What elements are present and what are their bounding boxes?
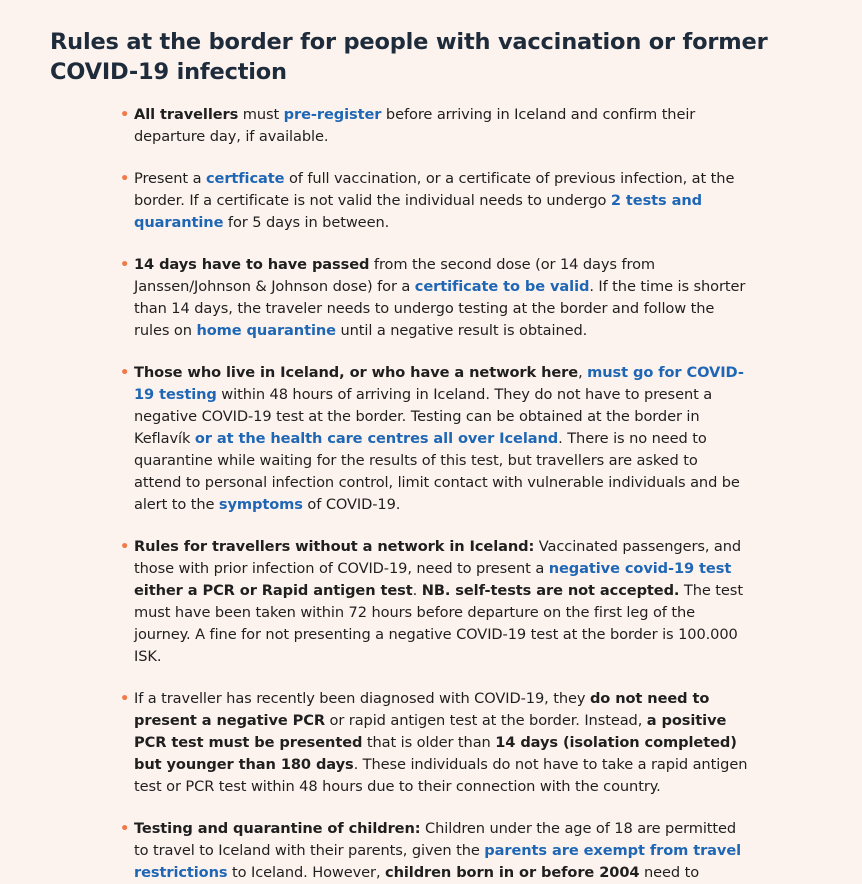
bullet-icon: • xyxy=(120,690,130,707)
rule-bold-text: a positive PCR test must be presented xyxy=(134,712,727,751)
rule-residents xyxy=(120,362,748,516)
rule-text: for 5 days in between. xyxy=(223,214,390,231)
rule-bold-text: 14 days have to have passed xyxy=(134,256,370,273)
rule-children xyxy=(120,818,748,884)
rule-text: of COVID-19. xyxy=(302,496,401,513)
rules-list xyxy=(120,104,748,884)
rule-text: If a traveller has recently been diagnosed with COVID-19, they xyxy=(134,690,590,707)
rule-text: need to xyxy=(639,864,700,881)
rule-bold-text: Rules for travellers without a network in Iceland: xyxy=(134,538,535,555)
rule-text: . If the time is shorter than 14 days, the traveler needs to undergo testing at the border and follow the rules on xyxy=(134,278,746,339)
rule-text: of full vaccination, or a certificate of previous infection, at the border. If a certificate is not valid the individual needs to undergo xyxy=(134,170,735,209)
page-title: Rules at the border for people with vaccination or former COVID-19 infection xyxy=(50,29,768,85)
rule-text: Children under the age of 18 are permitted to travel to Iceland with their parents, given the xyxy=(134,820,737,859)
rule-bold-text: NB. self-tests are not accepted. xyxy=(421,582,680,599)
rule-recent-infection xyxy=(120,688,748,798)
certificate-link[interactable]: certficate xyxy=(205,170,285,187)
rule-bold-text: do not need to present a negative PCR xyxy=(134,690,710,729)
rule-text: . xyxy=(412,582,422,599)
rule-text: , xyxy=(578,364,588,381)
rule-text: that is older than xyxy=(362,734,496,751)
bullet-icon: • xyxy=(120,364,130,381)
rule-14-days xyxy=(120,254,748,342)
rule-bold-text: Those who live in Iceland, or who have a network here xyxy=(134,364,579,381)
rule-text: The test must have been taken within 72 hours before departure on the first leg of the journey. A fine for not presenting a negative COVID-19 test at the border is 100.000 ISK. xyxy=(134,582,743,665)
rule-text: within 48 hours of arriving in Iceland. They do not have to present a negative COVID-19 test at the border. Testing can be obtained at the border in Keflavík xyxy=(134,386,713,447)
rule-text: or rapid antigen test at the border. Instead, xyxy=(325,712,647,729)
rule-text: . There is no need to quarantine while waiting for the results of this test, but travellers are asked to attend to personal infection control, limit contact with vulnerable individuals and be alert to the xyxy=(134,430,740,513)
pre-register-link[interactable]: pre-register xyxy=(283,106,382,123)
bullet-icon: • xyxy=(120,106,130,123)
rule-text: . These individuals do not have to take a rapid antigen test or PCR test within 48 hours due to their connection with the country. xyxy=(134,756,748,795)
health-care-centres-link[interactable]: or at the health care centres all over Iceland xyxy=(194,430,559,447)
home-quarantine-link[interactable]: home quarantine xyxy=(196,322,336,339)
rule-text: until a negative result is obtained. xyxy=(335,322,588,339)
two-tests-quarantine-link[interactable]: 2 tests and quarantine xyxy=(134,192,702,231)
rule-bold-text: either a PCR or Rapid antigen test xyxy=(134,582,413,599)
rule-no-network xyxy=(120,536,748,668)
symptoms-link[interactable]: symptoms xyxy=(218,496,303,513)
rule-certificate xyxy=(120,168,748,234)
rule-bold-text: 14 days (isolation completed) but younger than 180 days xyxy=(134,734,737,773)
certificate-valid-link[interactable]: certificate to be valid xyxy=(414,278,590,295)
bullet-icon: • xyxy=(120,256,130,273)
rule-text: Vaccinated passengers, and those with prior infection of COVID-19, need to present a xyxy=(134,538,742,577)
negative-test-link[interactable]: negative covid-19 test xyxy=(548,560,732,577)
bullet-icon: • xyxy=(120,820,130,837)
rule-bold-text: Testing and quarantine of children: xyxy=(134,820,421,837)
rule-text: to Iceland. However, xyxy=(227,864,386,881)
rule-text: before arriving in Iceland and confirm their departure day, if available. xyxy=(134,106,696,145)
parents-exempt-link[interactable]: parents are exempt from travel restrictions xyxy=(134,842,742,881)
bullet-icon: • xyxy=(120,538,130,555)
rule-text: must xyxy=(238,106,284,123)
rule-pre-register xyxy=(120,104,748,148)
rule-text: from the second dose (or 14 days from Janssen/Johnson & Johnson dose) for a xyxy=(134,256,656,295)
bullet-icon: • xyxy=(120,170,130,187)
rule-bold-text: All travellers xyxy=(134,106,239,123)
covid-testing-link[interactable]: must go for COVID-19 testing xyxy=(134,364,744,403)
rule-bold-text: children born in or before 2004 xyxy=(385,864,640,881)
rule-text: Present a xyxy=(134,170,206,187)
